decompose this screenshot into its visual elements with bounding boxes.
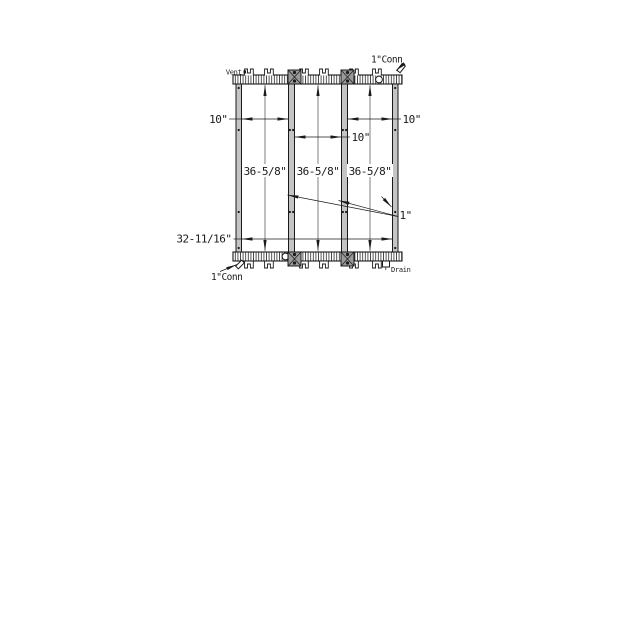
divider-tube-2 [342,84,348,252]
mounting-clip [265,262,274,269]
drain-fitting [383,261,390,270]
vent-fitting [244,70,247,73]
mounting-clip [373,262,382,269]
bottom-connection-leader [220,265,237,272]
divider-1-bottom-cap [288,252,301,266]
mounting-clip [245,262,254,269]
mounting-clip [265,69,274,76]
mounting-clip [320,262,329,269]
bottom-connection-label: 1"Conn [211,272,243,283]
core-height-dimensions [242,85,393,251]
drain-label: Drain [391,266,411,274]
divider-2-top-cap [341,70,354,84]
dim-section-width-right: 10" [402,113,421,126]
vent-label: Vent [225,68,242,77]
dim-section-width-center: 10" [351,131,370,144]
top-header-hole [376,76,383,83]
dim-core-height-left: 36-5/8" [243,165,287,178]
bottom-mounting-clips [245,262,382,269]
right-side-channel [393,84,399,252]
dim-tube-width: 1" [399,209,412,222]
dim-core-height-right: 36-5/8" [348,165,392,178]
mounting-clip [373,69,382,76]
dim-core-height-center: 36-5/8" [296,165,340,178]
tube-leader-3 [382,197,392,208]
dim-section-width-left: 10" [209,113,228,126]
bottom-header-band [233,252,402,261]
overall-width-dimension [176,233,392,246]
divider-2-bottom-cap [341,252,354,266]
mounting-clip [320,69,329,76]
divider-tube-1 [289,84,295,252]
divider-1-top-cap [288,70,301,84]
dim-overall-core-width: 32-11/16" [176,232,232,246]
left-side-channel [236,84,242,252]
top-connection-label: 1"Conn [371,54,403,66]
